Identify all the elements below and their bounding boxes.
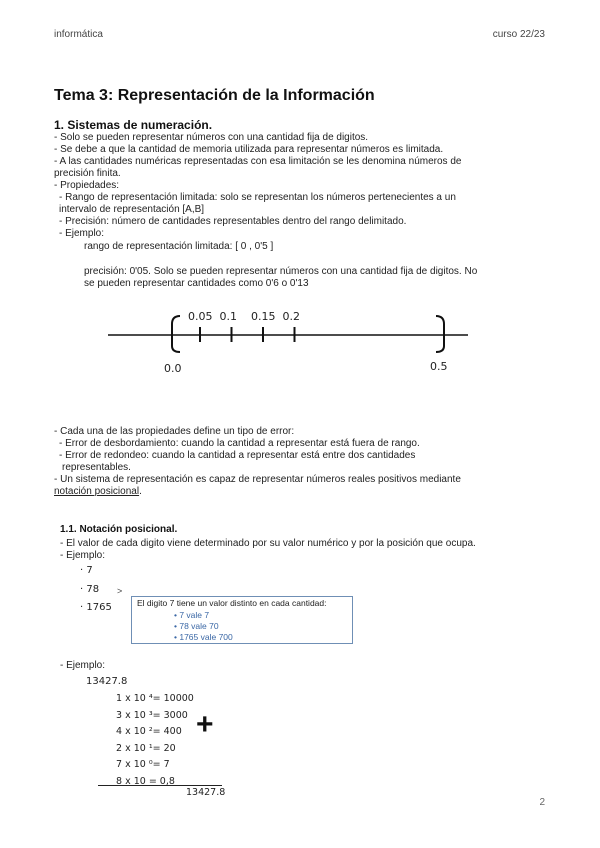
decomposition-row: 4 x 10 ²= 400: [116, 726, 182, 737]
decomposition-row: 1 x 10 ⁴= 10000: [116, 693, 194, 704]
number-line-diagram: [100, 300, 470, 380]
errors-text: [54, 426, 461, 498]
text-line: - A las cantidades numéricas representadas con esa limitación se les denomina números de: [54, 156, 462, 167]
callout-title: El digito 7 tiene un valor distinto en cada cantidad:: [137, 598, 327, 608]
example-label: - Ejemplo:: [60, 550, 106, 561]
text-line: - Error de desbordamiento: cuando la cantidad a representar está fuera de rango.: [59, 438, 420, 449]
decomposition-row: 7 x 10 ⁰= 7: [116, 759, 170, 770]
plus-sign: +: [196, 708, 214, 741]
arrow-glyph: >: [117, 586, 123, 596]
text-line: - Propiedades:: [54, 180, 120, 191]
info-callout: [131, 596, 353, 644]
example-range: rango de representación limitada: [ 0 , 0'5 ]: [84, 241, 274, 252]
example-number: 13427.8: [86, 676, 128, 687]
tick-label: 0.15: [251, 310, 276, 323]
page-number: 2: [539, 797, 545, 808]
text-line: intervalo de representación [A,B]: [59, 204, 205, 215]
hand-item: · 7: [80, 565, 93, 576]
text-line: - Se debe a que la cantidad de memoria utilizada para representar números es limitada.: [54, 144, 444, 155]
text-line: - Cada una de las propiedades define un tipo de error:: [54, 426, 295, 437]
range-end-bracket: [436, 316, 444, 352]
text-line: se pueden representar cantidades como 0'6 o 0'13: [84, 278, 309, 289]
sum-total: 13427.8: [186, 787, 226, 798]
range-start-label: 0.0: [164, 362, 182, 375]
punctuation: .: [139, 486, 142, 497]
subsection-line: - El valor de cada digito viene determinado por su valor numérico y por la posición que ocupa.: [60, 538, 476, 549]
text-line: [54, 486, 461, 498]
text-line: - Solo se pueden representar números con una cantidad fija de digitos.: [54, 132, 369, 143]
callout-item: • 7 vale 7: [174, 610, 210, 620]
example-label: - Ejemplo:: [60, 660, 106, 671]
decomposition-row: 2 x 10 ¹= 20: [116, 742, 176, 754]
callout-item: • 1765 vale 700: [174, 632, 233, 642]
decomposition-row: 3 x 10 ³= 3000: [116, 709, 188, 721]
underlined-term: notación posicional: [54, 486, 140, 497]
decomposition-row: 8 x 10 = 0,8: [116, 775, 175, 787]
callout-item: • 78 vale 70: [174, 621, 219, 631]
hand-item: · 1765: [80, 602, 112, 613]
page-title: Tema 3: Representación de la Información: [54, 87, 375, 104]
subsection-heading: 1.1. Notación posicional.: [60, 524, 178, 535]
text-line: - Rango de representación limitada: solo se representan los números pertenecientes a un: [59, 192, 456, 203]
range-end-label: 0.5: [430, 360, 448, 373]
text-line: - Precisión: número de cantidades representables dentro del rango delimitado.: [59, 216, 407, 227]
tick-label: 0.05: [188, 310, 213, 323]
header-course: curso 22/23: [492, 29, 545, 40]
text-line: representables.: [62, 462, 131, 473]
text-line: - Ejemplo:: [59, 228, 105, 239]
tick-label: 0.1: [219, 310, 237, 323]
text-line: precisión finita.: [54, 168, 121, 179]
section-heading: 1. Sistemas de numeración.: [54, 118, 213, 132]
hand-item: · 78: [80, 584, 100, 595]
header-subject: informática: [54, 29, 103, 40]
decomposition-list: [116, 691, 194, 790]
tick-label: 0.2: [282, 310, 300, 323]
sum-line: [98, 785, 222, 786]
range-start-bracket: [172, 316, 180, 352]
text-line: - Un sistema de representación es capaz de representar números reales positivos mediante: [54, 474, 461, 485]
example-precision: [84, 266, 477, 290]
text-line: - Error de redondeo: cuando la cantidad a representar está entre dos cantidades: [59, 450, 416, 461]
section-text: [54, 132, 461, 240]
text-line: precisión: 0'05. Solo se pueden representar números con una cantidad fija de digitos. No: [84, 266, 478, 277]
